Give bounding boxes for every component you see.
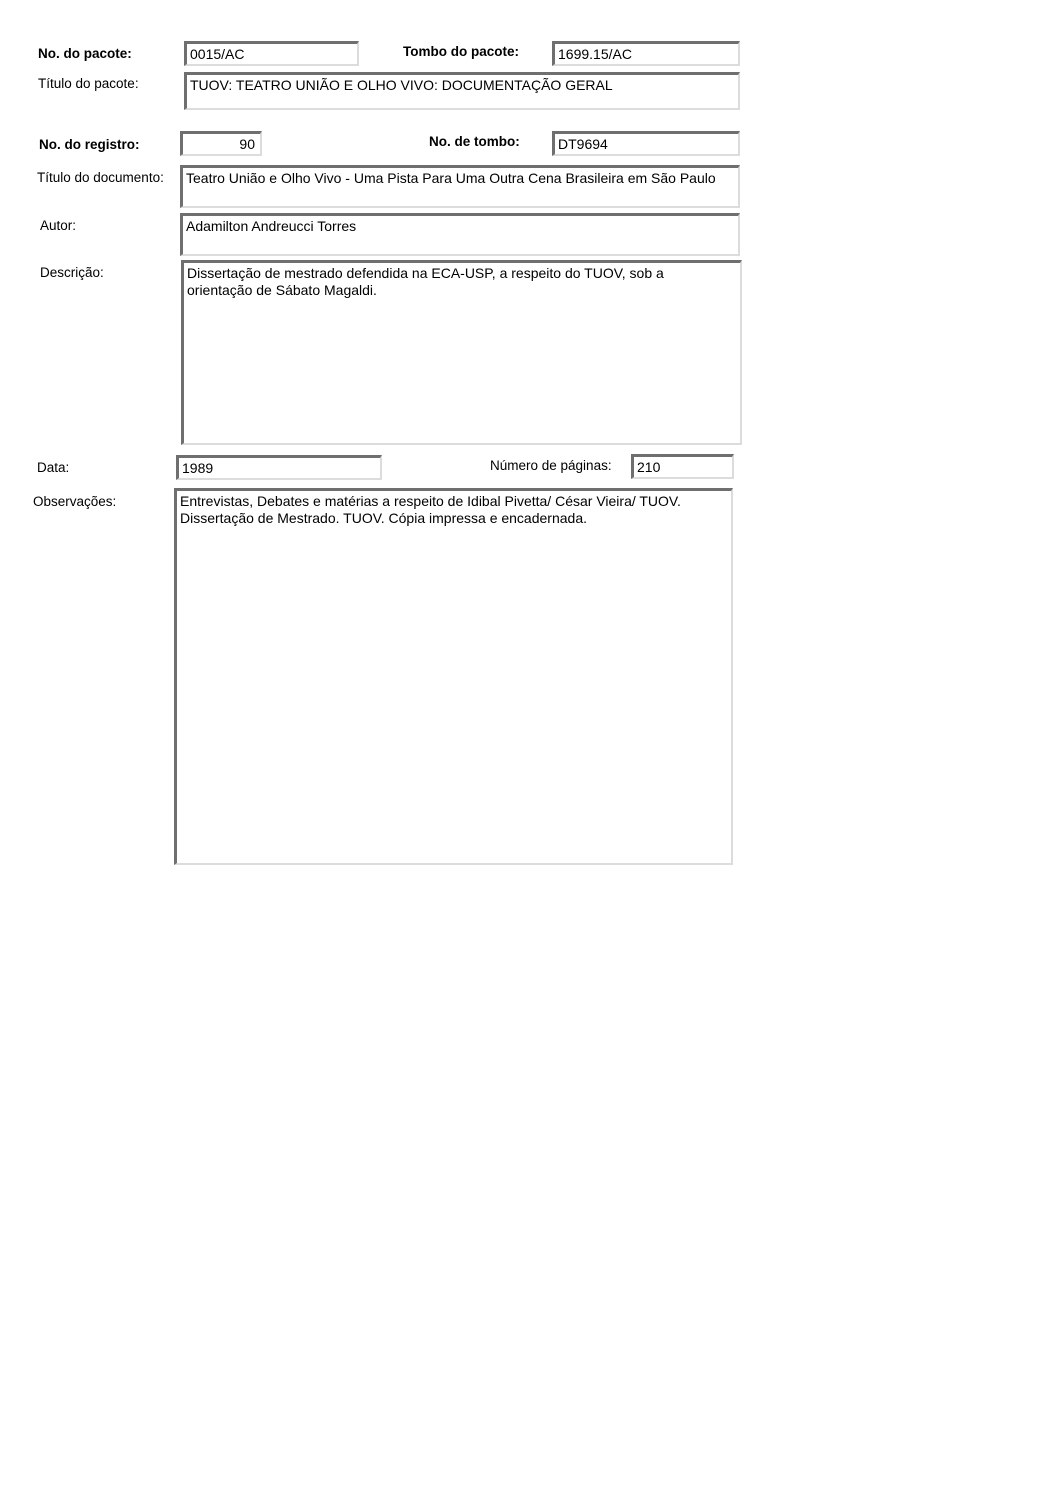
observations-field[interactable]: Entrevistas, Debates e matérias a respeito de Idibal Pivetta/ César Vieira/ TUOV. Dissertação de Mestrado. TUOV. Cópia impressa e encadernada. bbox=[174, 488, 733, 865]
description-field[interactable]: Dissertação de mestrado defendida na ECA-USP, a respeito do TUOV, sob a orientação de Sábato Magaldi. bbox=[181, 260, 742, 445]
package-title-field[interactable]: TUOV: TEATRO UNIÃO E OLHO VIVO: DOCUMENTAÇÃO GERAL bbox=[184, 72, 740, 110]
page-count-label: Número de páginas: bbox=[490, 458, 612, 473]
tombo-number-field[interactable]: DT9694 bbox=[552, 131, 740, 156]
package-number-field[interactable]: 0015/AC bbox=[184, 41, 359, 66]
author-label: Autor: bbox=[40, 218, 77, 233]
package-title-label: Título do pacote: bbox=[38, 76, 139, 91]
observations-label: Observações: bbox=[33, 494, 117, 509]
package-number-label: No. do pacote: bbox=[38, 46, 132, 61]
tombo-number-label: No. de tombo: bbox=[429, 134, 520, 149]
document-title-label: Título do documento: bbox=[37, 170, 164, 185]
author-field[interactable]: Adamilton Andreucci Torres bbox=[180, 213, 740, 256]
package-tombo-label: Tombo do pacote: bbox=[403, 44, 519, 59]
date-label: Data: bbox=[37, 460, 70, 475]
description-label: Descrição: bbox=[40, 265, 104, 280]
document-title-field[interactable]: Teatro União e Olho Vivo - Uma Pista Para Uma Outra Cena Brasileira em São Paulo bbox=[180, 165, 740, 208]
package-tombo-field[interactable]: 1699.15/AC bbox=[552, 41, 740, 66]
date-field[interactable]: 1989 bbox=[176, 455, 382, 480]
record-number-label: No. do registro: bbox=[39, 137, 140, 152]
page-count-field[interactable]: 210 bbox=[631, 454, 734, 479]
record-number-field[interactable]: 90 bbox=[180, 131, 262, 156]
